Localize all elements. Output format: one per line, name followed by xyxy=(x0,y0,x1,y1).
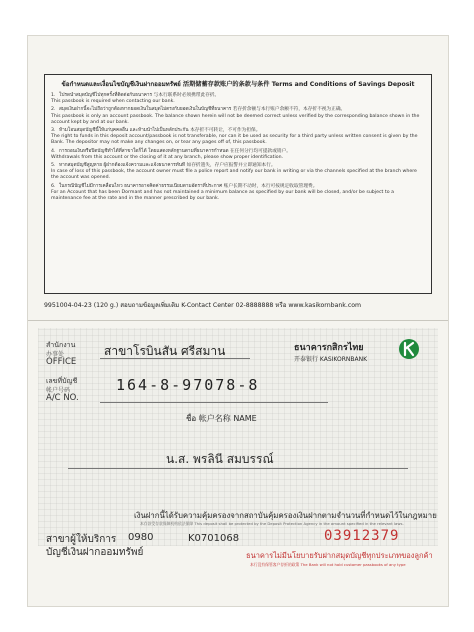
term-text-en: For an Account that has been Dormant and has not maintained a minimum balance as specified by our bank will be closed, and/or be subject to a maintenance fee at the rate and in the manner prescribed by our bank. xyxy=(51,189,394,202)
fold-line xyxy=(28,320,448,321)
account-holder-name: น.ส. พรลินี สมบรรณ์ xyxy=(166,452,274,466)
bank-name xyxy=(294,340,367,363)
bank-policy-th: ธนาคารไม่มีนโยบายรับฝากสมุดบัญชีทุกประเภทของลูกค้า xyxy=(246,551,433,560)
term-number: 5. xyxy=(51,163,56,169)
bank-name-th: ธนาคารกสิกรไทย xyxy=(294,343,364,353)
account-underline xyxy=(100,402,328,403)
terms-box xyxy=(44,74,432,294)
term-item xyxy=(51,149,425,161)
kasikornbank-logo-icon xyxy=(398,338,420,360)
term-item xyxy=(51,128,425,147)
term-item xyxy=(51,163,425,182)
term-text-local: สมุดเงินฝากนี้จะไม่ถือว่าถูกต้องหากยอดเงินในสมุดไม่ตรงกับยอดเงินในบัญชีที่ธนาคาร 若存折余额与本行账户余额不符，本存折不视为正确。 xyxy=(59,107,346,113)
term-number: 1. xyxy=(51,93,56,98)
bank-policy-en: 本行没有保管客户存折的政策 The Bank will not hold customer passbooks of any type xyxy=(250,562,406,567)
term-text-local: การถอนเงินหรือปิดบัญชีทำได้ที่สาขาใดก็ได้ โดยแสดงหลักฐานตามที่ธนาคารกำหนด 在任何分行均可提款或销户。 xyxy=(59,148,291,154)
account-number: 164-8-97078-8 xyxy=(116,376,260,394)
term-text-en: In case of loss of this passbook, the account owner must file a police report and notify our bank in writing or via the channels specified at the branch where the account was opened. xyxy=(51,169,417,181)
term-item xyxy=(51,107,425,126)
term-text-local: ห้ามโอนสมุดบัญชีนี้ให้แก่บุคคลอื่น และห้ามนำไปเป็นหลักประกัน 本存折不可转让，不可作为担保。 xyxy=(59,128,261,134)
account-label-en: A/C NO. xyxy=(46,393,79,403)
deposit-protection-th: เงินฝากนี้ได้รับความคุ้มครองจากสถาบันคุ้มครองเงินฝากตามจำนวนที่กำหนดไว้ในกฎหมาย xyxy=(134,511,437,520)
branch-underline xyxy=(100,358,250,359)
term-number: 3. xyxy=(51,128,56,134)
terms-list xyxy=(51,93,425,204)
term-item xyxy=(51,184,425,203)
branch-value: สาขาโรบินสัน ศรีสมาน xyxy=(104,344,226,358)
account-label-cn: 帐户号码 xyxy=(46,387,71,394)
name-underline xyxy=(68,468,408,469)
term-text-local: หากสมุดบัญชีสูญหาย ผู้ฝากต้องแจ้งความและแจ้งธนาคารทันที 如存折遗失，存户应报警并立即通知本行。 xyxy=(59,163,276,169)
bank-name-cn: 开泰银行 KASIKORNBANK xyxy=(294,356,368,363)
print-info: 9951004-04-23 (120 g.) สอบถามข้อมูลเพิ่มเติม K-Contact Center 02-8888888 หรือ www.kasikornbank.com xyxy=(44,302,362,309)
term-item xyxy=(51,93,425,105)
term-text-en: This passbook is only an account passbook. The balance shown herein will not be deemed correct unless verified by the corresponding balance shown in the account kept by and at our bank. xyxy=(51,113,420,125)
terms-title: ข้อกำหนดและเงื่อนไขบัญชีเงินฝากออมทรัพย์ 活期储蓄存款账户的条款与条件 Terms and Conditions of Savings Deposit xyxy=(61,81,415,88)
account-label-th: เลขที่บัญชี xyxy=(46,377,78,385)
term-text-en: Withdrawals from this account or the closing of it at any branch, please show proper identification. xyxy=(51,154,284,160)
term-text-en: The right to funds in this deposit account/passbook is not transferable, nor can it be used as security for a third party unless written consent is given by the Bank. The depositor may not make any changes on, or tear any pages off of, this passbook. xyxy=(51,134,418,146)
term-text-en: This passbook is required when contacting our bank. xyxy=(51,99,175,105)
service-branch-label: สาขาผู้ให้บริการ xyxy=(46,534,117,545)
name-label: ชื่อ 帐户名称 NAME xyxy=(186,414,257,423)
term-number: 6. xyxy=(51,183,56,189)
savings-account-label: บัญชีเงินฝากออมทรัพย์ xyxy=(46,547,144,558)
term-text-local: ในกรณีบัญชีไม่มีการเคลื่อนไหว ธนาคารอาจคิดค่าธรรมเนียมตามอัตราที่ประกาศ 账户长期不动时，本行可按规定收取管理费。 xyxy=(59,183,318,189)
term-text-local: โปรดนำสมุดบัญชีไปทุกครั้งที่ติดต่อกับธนาคาร 与本行联系时必须携带此存折。 xyxy=(59,93,220,98)
passbook-serial-number: 03912379 xyxy=(324,528,400,544)
service-code: 0980 xyxy=(128,532,154,543)
term-number: 2. xyxy=(51,107,56,113)
branch-label-en: OFFICE xyxy=(46,357,77,367)
branch-label-th: สำนักงาน xyxy=(46,341,76,349)
passbook-page xyxy=(28,36,448,606)
reference-code: K0701068 xyxy=(188,533,240,544)
deposit-protection-en: 本存款受存款保障机构依法保障 This deposit shall be protected by the Deposit Protection Agency in the amount specified in the relevant laws. xyxy=(140,521,404,526)
branch-label-cn: 办事处 xyxy=(46,351,65,358)
term-number: 4. xyxy=(51,148,56,154)
